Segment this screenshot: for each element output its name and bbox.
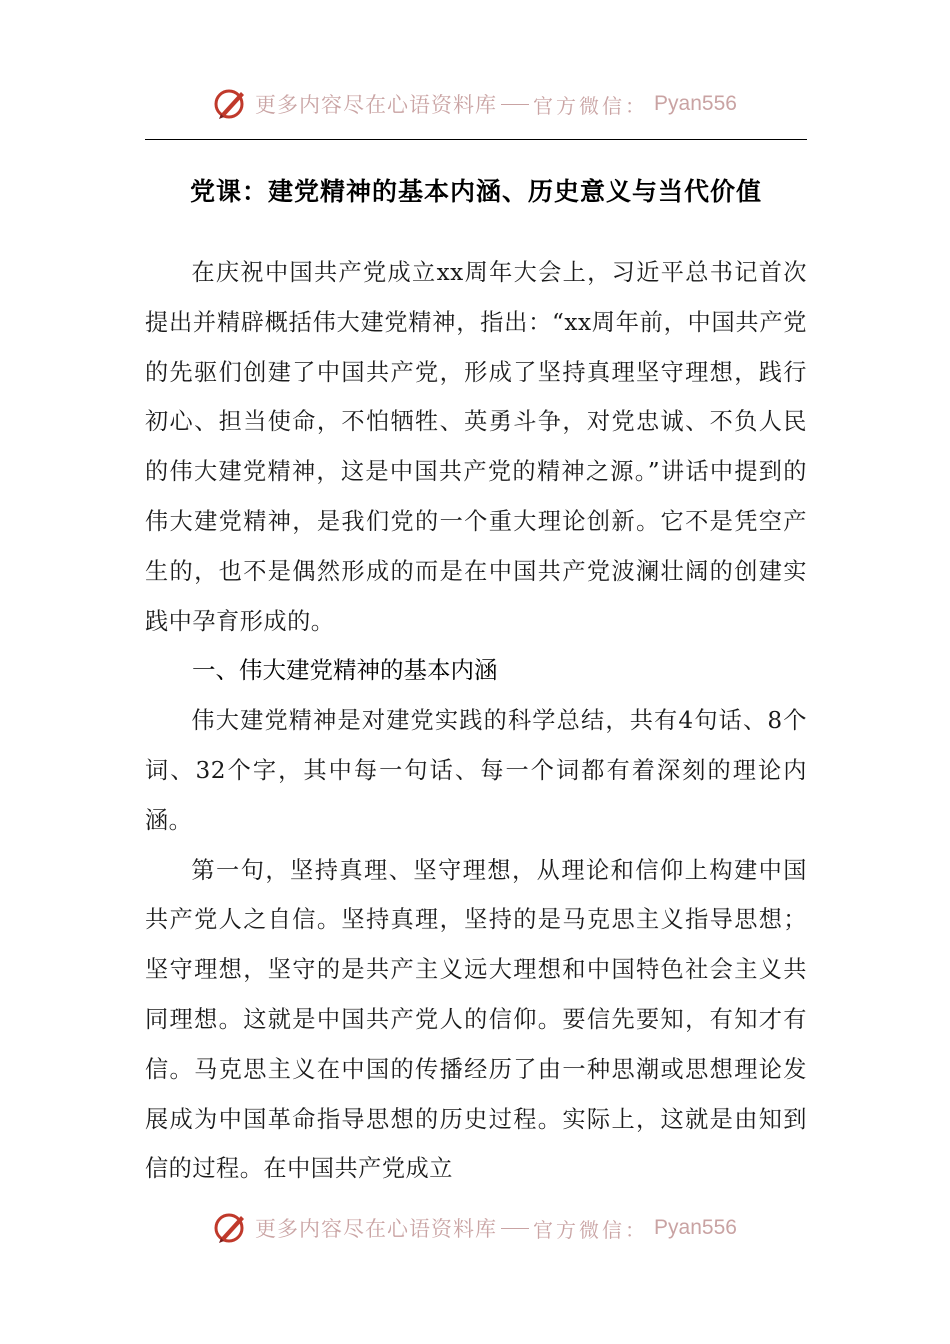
- banner-wechat-id: Pyan556: [654, 1216, 737, 1239]
- banner-wechat-label: 官方微信：: [533, 1217, 649, 1242]
- section-heading: 一、伟大建党精神的基本内涵: [192, 656, 498, 685]
- banner-wechat-label: 官方微信：: [533, 93, 649, 118]
- document-body: [145, 248, 807, 1194]
- banner-site-name: 更多内容尽在心语资料库: [255, 1217, 498, 1241]
- header-divider: [145, 139, 807, 140]
- paragraph-intro: 在庆祝中国共产党成立xx周年大会上，习近平总书记首次提出并精辟概括伟大建党精神，指出：“xx周年前，中国共产党的先驱们创建了中国共产党，形成了坚持真理坚守理想，践行初心、担当使命，不怕牺牲、英勇斗争，对党忠诚、不负人民的伟大建党精神，这是中国共产党的精神之源。”讲话中提到的伟大建党精神，是我们党的一个重大理论创新。它不是凭空产生的，也不是偶然形成的而是在中国共产党波澜壮阔的创建实践中孕育形成的。: [145, 259, 807, 635]
- paragraph-summary: 伟大建党精神是对建党实践的科学总结，共有4句话、8个词、32个字，其中每一句话、每一个词都有着深刻的理论内涵。: [145, 707, 807, 834]
- footer-banner: [0, 1206, 950, 1250]
- paragraph-first-sentence: 第一句，坚持真理、坚守理想，从理论和信仰上构建中国共产党人之自信。坚持真理，坚持的是马克思主义指导思想；坚守理想，坚守的是共产主义远大理想和中国特色社会主义共同理想。这就是中国共产党人的信仰。要信先要知，有知才有信。马克思主义在中国的传播经历了由一种思潮或思想理论发展成为中国革命指导思想的历史过程。实际上，这就是由知到信的过程。在中国共产党成立: [145, 856, 807, 1183]
- pen-logo-icon: [213, 86, 249, 122]
- header-banner: [0, 82, 950, 126]
- banner-dash: [501, 1228, 529, 1229]
- banner-wechat-id: Pyan556: [654, 92, 737, 115]
- banner-dash: [501, 104, 529, 105]
- pen-logo-icon: [213, 1210, 249, 1246]
- banner-site-name: 更多内容尽在心语资料库: [255, 93, 498, 117]
- document-title: 党课：建党精神的基本内涵、历史意义与当代价值: [189, 177, 762, 206]
